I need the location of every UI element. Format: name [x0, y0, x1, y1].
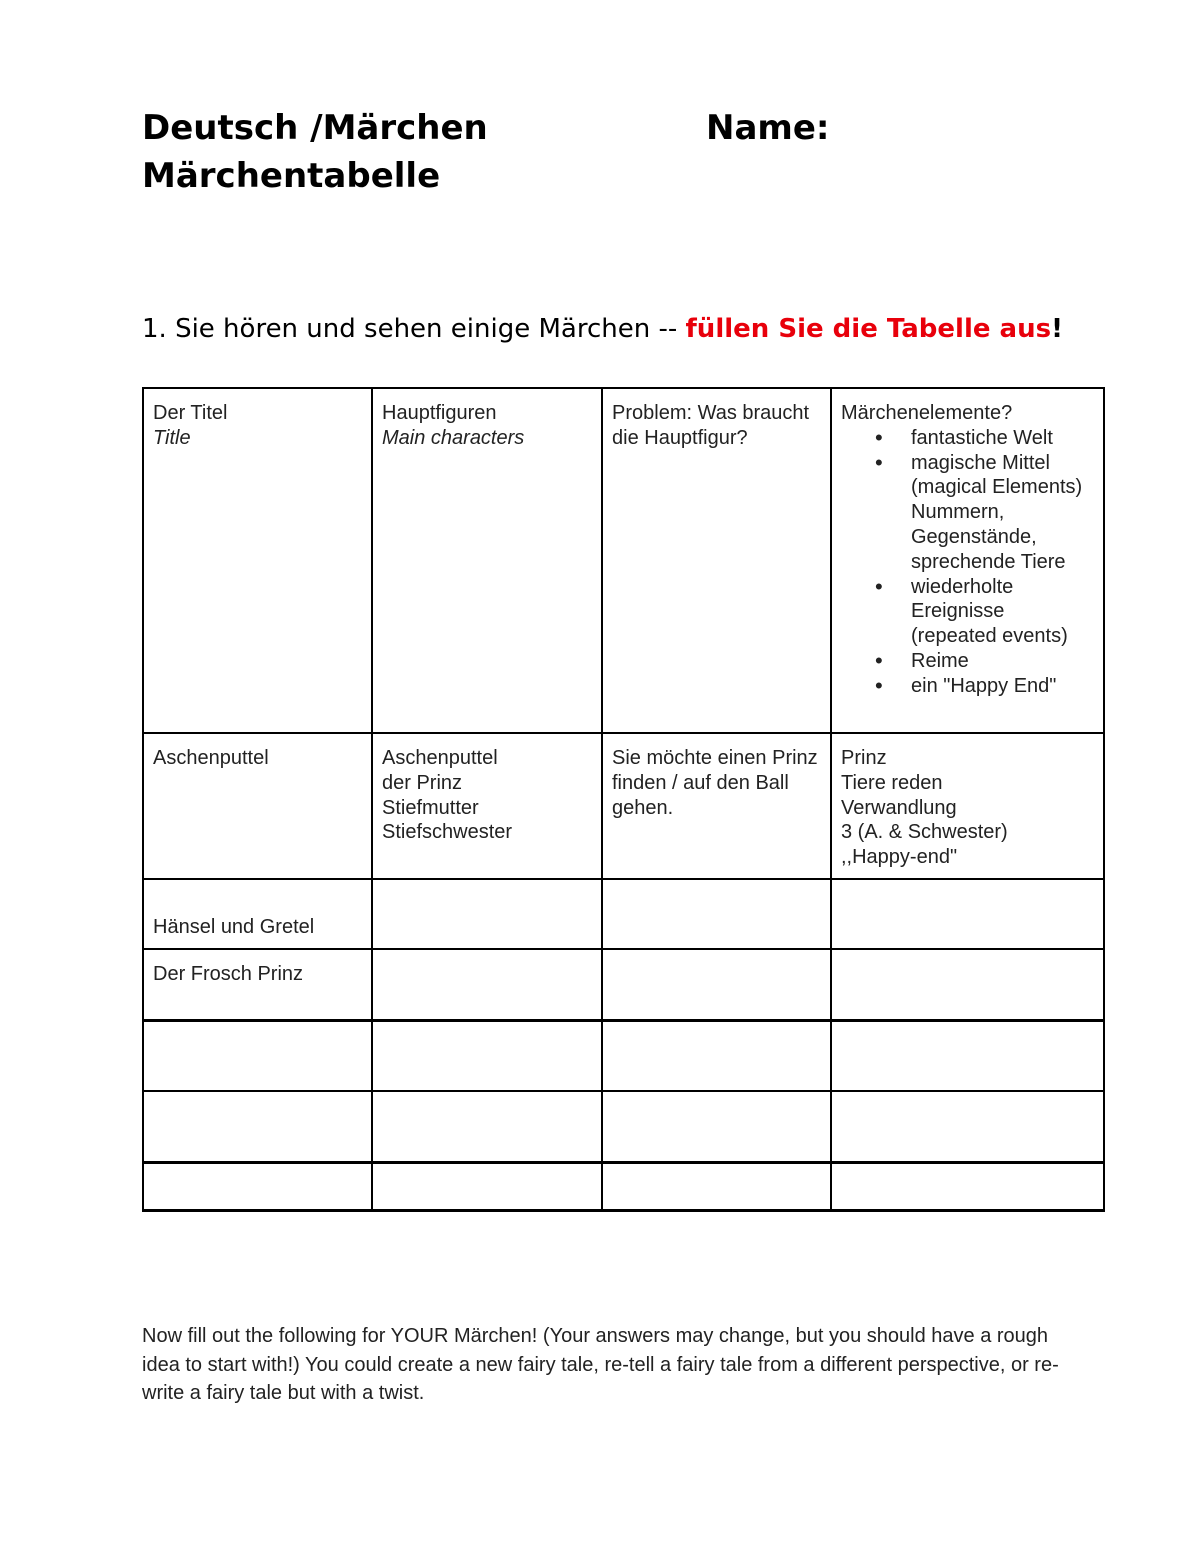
table-cell[interactable]	[602, 1162, 831, 1210]
table-row	[143, 1020, 1104, 1091]
table-cell[interactable]	[831, 879, 1104, 949]
document-title: Deutsch /Märchen	[142, 108, 488, 148]
header-cell-characters	[372, 388, 602, 733]
table-cell[interactable]	[372, 733, 602, 879]
list-item: • magische Mittel (magical Elements) Nummern, Gegenstände, sprechende Tiere	[911, 451, 1095, 575]
table-cell[interactable]	[143, 949, 372, 1020]
table-cell[interactable]	[143, 1162, 372, 1210]
table-cell[interactable]	[372, 1020, 602, 1091]
table-cell[interactable]	[372, 1091, 602, 1162]
instruction-exclamation: !	[1051, 314, 1063, 344]
element-line: ,,Happy-end"	[841, 846, 958, 869]
character-line: Aschenputtel	[382, 747, 498, 769]
table-cell[interactable]	[831, 1162, 1104, 1210]
list-item: • ein "Happy End"	[911, 674, 1095, 699]
character-line: Stiefmutter	[382, 796, 479, 819]
table-cell[interactable]	[602, 949, 831, 1020]
element-line: Tiere reden	[841, 771, 943, 794]
table-cell[interactable]	[602, 879, 831, 949]
header-label-title: Der Titel	[153, 402, 228, 424]
row-title: Hänsel und Gretel	[153, 916, 315, 939]
table-cell[interactable]	[831, 1091, 1104, 1162]
table-cell[interactable]	[143, 1091, 372, 1162]
name-label: Name:	[706, 108, 830, 148]
elements-list	[841, 426, 1095, 699]
header-sublabel-title: Title	[153, 426, 191, 449]
table-cell[interactable]	[602, 1091, 831, 1162]
list-item: • Reime	[911, 649, 1095, 674]
character-line: Stiefschwester	[382, 821, 513, 844]
element-line: 3 (A. & Schwester)	[841, 821, 1008, 844]
table-cell[interactable]	[831, 733, 1104, 879]
header-label-characters: Hauptfiguren	[382, 402, 497, 424]
table-row	[143, 1091, 1104, 1162]
page-heading	[142, 104, 830, 200]
header-label-problem: Problem: Was braucht die Hauptfigur?	[612, 402, 810, 449]
table-cell[interactable]	[602, 733, 831, 879]
table-cell[interactable]	[831, 1020, 1104, 1091]
document-subtitle: Märchentabelle	[142, 156, 441, 196]
table-row	[143, 1162, 1104, 1210]
instruction-emphasis: füllen Sie die Tabelle aus	[685, 314, 1052, 344]
table-cell[interactable]	[372, 949, 602, 1020]
header-sublabel-characters: Main characters	[382, 426, 525, 449]
table-cell[interactable]	[831, 949, 1104, 1020]
table-cell[interactable]	[372, 879, 602, 949]
table-cell[interactable]	[602, 1020, 831, 1091]
table-row	[143, 733, 1104, 879]
task-instruction	[142, 310, 1072, 348]
table-cell[interactable]	[143, 879, 372, 949]
row-title: Aschenputtel	[153, 747, 269, 769]
table-row	[143, 879, 1104, 949]
header-cell-title	[143, 388, 372, 733]
element-line: Verwandlung	[841, 796, 957, 819]
header-cell-problem	[602, 388, 831, 733]
footer-instructions: Now fill out the following for YOUR Märchen! (Your answers may change, but you should have a rough idea to start with!) You could create a new fairy tale, re-tell a fairy tale from a different perspective, or re-write a fairy tale but with a twist.	[142, 1325, 1059, 1404]
instruction-text: 1. Sie hören und sehen einige Märchen --	[142, 314, 686, 344]
element-line: Prinz	[841, 747, 887, 769]
table-cell[interactable]	[143, 733, 372, 879]
problem-text: Sie möchte einen Prinz finden / auf den Ball gehen.	[612, 747, 818, 819]
header-label-elements: Märchenelemente?	[841, 402, 1013, 424]
header-cell-elements	[831, 388, 1104, 733]
table-cell[interactable]	[372, 1162, 602, 1210]
row-title: Der Frosch Prinz	[153, 963, 304, 985]
table-row	[143, 949, 1104, 1020]
character-line: der Prinz	[382, 771, 463, 794]
table-cell[interactable]	[143, 1020, 372, 1091]
table-header-row	[143, 388, 1104, 733]
list-item: • wiederholte Ereignisse (repeated events)	[911, 575, 1095, 649]
list-item: • fantastiche Welt	[911, 426, 1095, 451]
fairy-tale-table	[142, 387, 1105, 1212]
